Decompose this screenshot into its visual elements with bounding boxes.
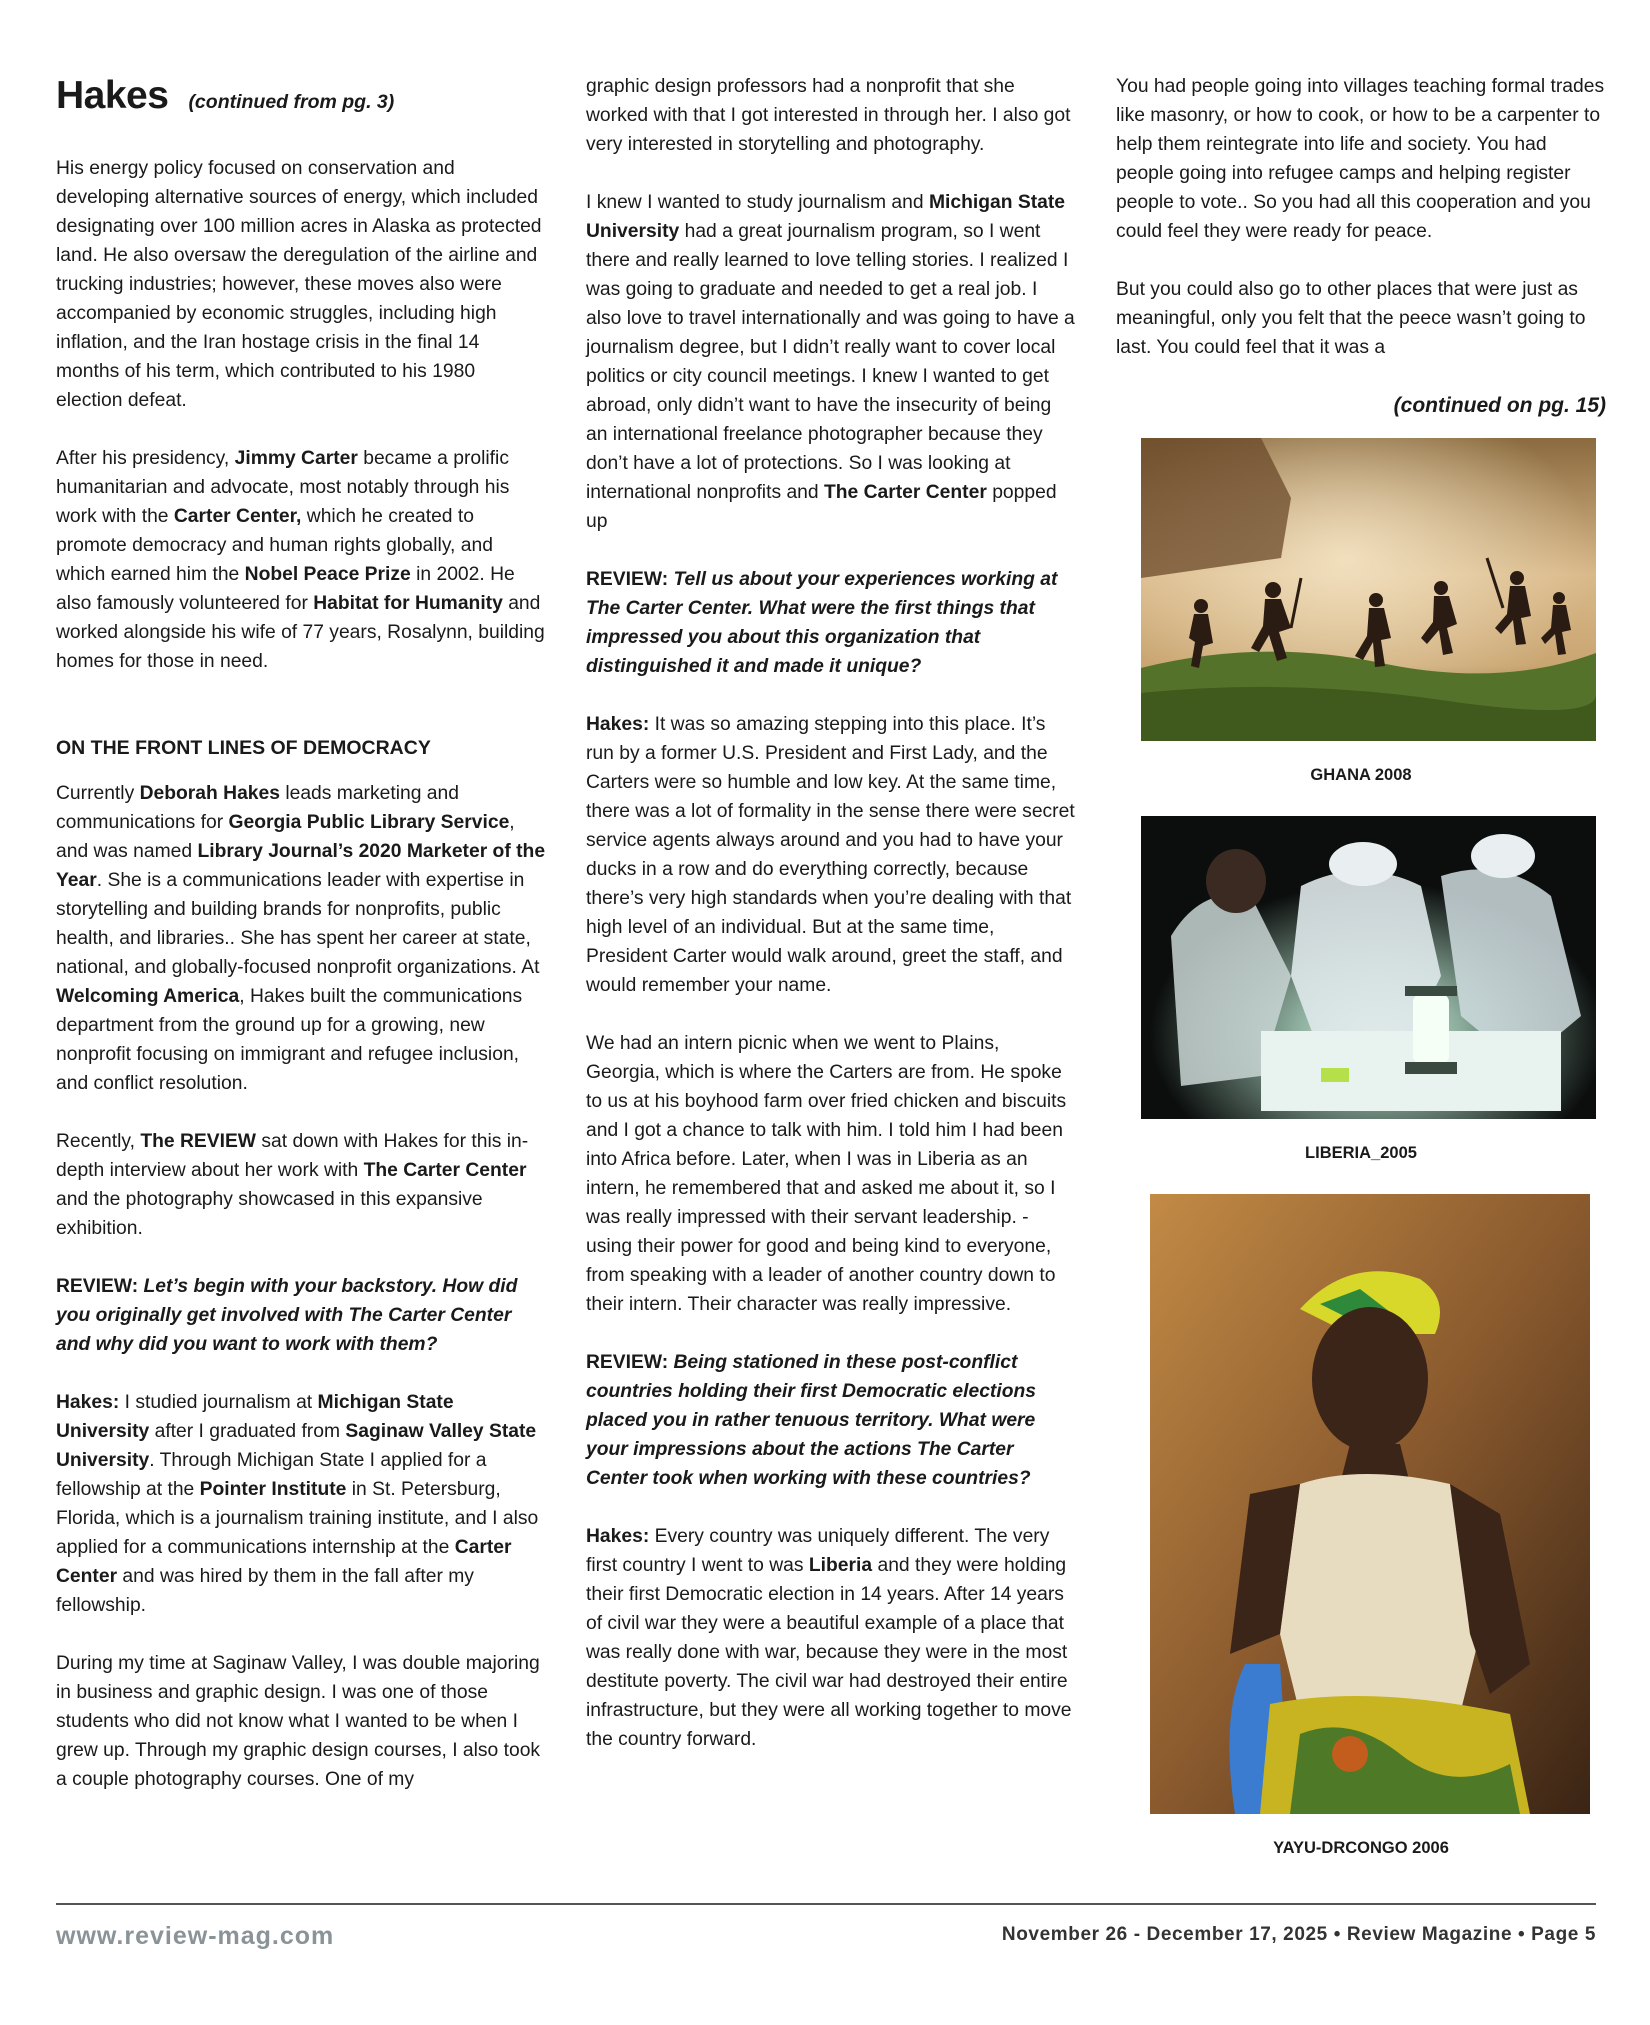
issue-info: November 26 - December 17, 2025 • Review Magazine • Page 5 [1001,1924,1596,1945]
photo-caption: GHANA 2008 [1310,766,1412,784]
continued-on-label: (continued on pg. 15) [1393,394,1606,417]
website-link[interactable]: www.review-mag.com [56,1922,335,1950]
paragraph: During my time at Saginaw Valley, I was double majoring in business and graphic design. I was one of those students who did not know what I wanted to be when I grew up. Through my graphic design courses, I also took a couple photography courses. One of my [56,1653,541,1790]
paragraph: His energy policy focused on conservation and developing alternative sources of energy, which included designating over 100 million acres in Alaska as protected land. He also oversaw the deregulation of the airline and trucking industries; however, these moves also were accompanied by economic struggles, including high inflation, and the Iran hostage crisis in the final 14 months of his term, which contributed to his 1980 election defeat. [56,158,542,411]
paragraph: We had an intern picnic when we went to Plains, Georgia, which is where the Carters are from. He spoke to us at his boyhood farm over fried chicken and biscuits and I got a chance to talk with him. I told him I had been into Africa before. Later, when I was in Liberia as an intern, he remembered that and asked me about it, so I was really impressed with their servant leadership. - using their power for good and being kind to everyone, from speaking with a leader of another country down to their intern. Their character was really impressive. [586,1033,1067,1315]
photo-caption: YAYU-DRCONGO 2006 [1273,1839,1449,1857]
interview-answer: Hakes: Every country was uniquely different. The very first country I went to was Liberia and they were holding their first Democratic election in 14 years. After 14 years of civil war they were a beautiful example of a place that was really done with war, because they were in the most destitute poverty. The civil war had destroyed their entire infrastructure, but they were all working together to move the country forward. [586,1526,1072,1750]
paragraph: You had people going into villages teaching formal trades like masonry, or how to cook, or how to be a carpenter to help them reintegrate into life and society. You had people going into refugee camps and helping register people to vote.. So you had all this cooperation and you could feel they were ready for peace. [1116,76,1605,242]
interview-answer: Hakes: It was so amazing stepping into this place. It’s run by a former U.S. President and First Lady, and the Carters were so humble and low key. At the same time, there was a lot of formality in the sense there were secret service agents always around and you had to have your ducks in a row and do everything correctly, because there’s very high standards when you’re dealing with that high level of an individual. But at the same time, President Carter would walk around, greet the staff, and would remember your name. [586,714,1075,996]
liberia-photo [1141,816,1596,1119]
paragraph: After his presidency, Jimmy Carter became a prolific humanitarian and advocate, most notably through his work with the Carter Center, which he created to promote democracy and human rights globally, and which earned him the Nobel Peace Prize in 2002. He also famously volunteered for Habitat for Humanity and worked alongside his wife of 77 years, Rosalynn, building homes for those in need. [56,448,545,672]
article-column-2 [586,72,1076,1783]
paragraph: Recently, The REVIEW sat down with Hakes for this in-depth interview about her work with The Carter Center and the photography showcased in this expansive exhibition. [56,1131,529,1239]
footer-divider [56,1903,1596,1905]
ghana-photo [1141,438,1596,741]
continued-from-label: (continued from pg. 3) [188,91,395,113]
photo-caption: LIBERIA_2005 [1305,1144,1417,1162]
drcongo-portrait-photo [1150,1194,1590,1814]
article-header [56,72,546,120]
interview-answer: Hakes: I studied journalism at Michigan State University after I graduated from Saginaw Valley State University. Through Michigan State I applied for a fellowship at the Pointer Institute in St. Petersburg, Florida, which is a journalism training institute, and I also applied for a communications internship at the Carter Center and was hired by them in the fall after my fellowship. [56,1392,539,1616]
article-column-1 [56,72,546,1823]
paragraph: I knew I wanted to study journalism and Michigan State University had a great journalism program, so I went there and really learned to love telling stories. I realized I was going to graduate and needed to get a real job. I also love to travel internationally and was going to have a journalism degree, but I didn’t really want to cover local politics or city council meetings. I knew I wanted to get abroad, only didn’t want to have the insecurity of being an international freelance photographer because they don’t have a lot of protections. So I was looking at international nonprofits and The Carter Center popped up [586,192,1075,532]
paragraph: Currently Deborah Hakes leads marketing and communications for Georgia Public Library Service, and was named Library Journal’s 2020 Marketer of the Year. She is a communications leader with expertise in storytelling and building brands for nonprofits, public health, and libraries.. She has spent her career at state, national, and globally-focused nonprofit organizations. At Welcoming America, Hakes built the communications department from the ground up for a growing, new nonprofit focusing on immigrant and refugee inclusion, and conflict resolution. [56,783,546,1094]
paragraph: But you could also go to other places that were just as meaningful, only you felt that the peece wasn’t going to last. You could feel that it was a [1116,279,1586,358]
interview-question: REVIEW: Let’s begin with your backstory. How did you originally get involved with The Carter Center and why did you want to work with them? [56,1276,518,1355]
interview-question: REVIEW: Tell us about your experiences working at The Carter Center. What were the first things that impressed you about this organization that distinguished it and made it unique? [586,569,1058,677]
article-title: Hakes [56,74,169,117]
paragraph: graphic design professors had a nonprofit that she worked with that I got interested in through her. I also got very interested in storytelling and photography. [586,76,1071,155]
article-column-3 [1116,72,1606,1889]
interview-question: REVIEW: Being stationed in these post-conflict countries holding their first Democratic elections placed you in rather tenuous territory. What were your impressions about the actions The Carter Center took when working with these countries? [586,1352,1036,1489]
section-subhead: ON THE FRONT LINES OF DEMOCRACY [56,737,431,759]
